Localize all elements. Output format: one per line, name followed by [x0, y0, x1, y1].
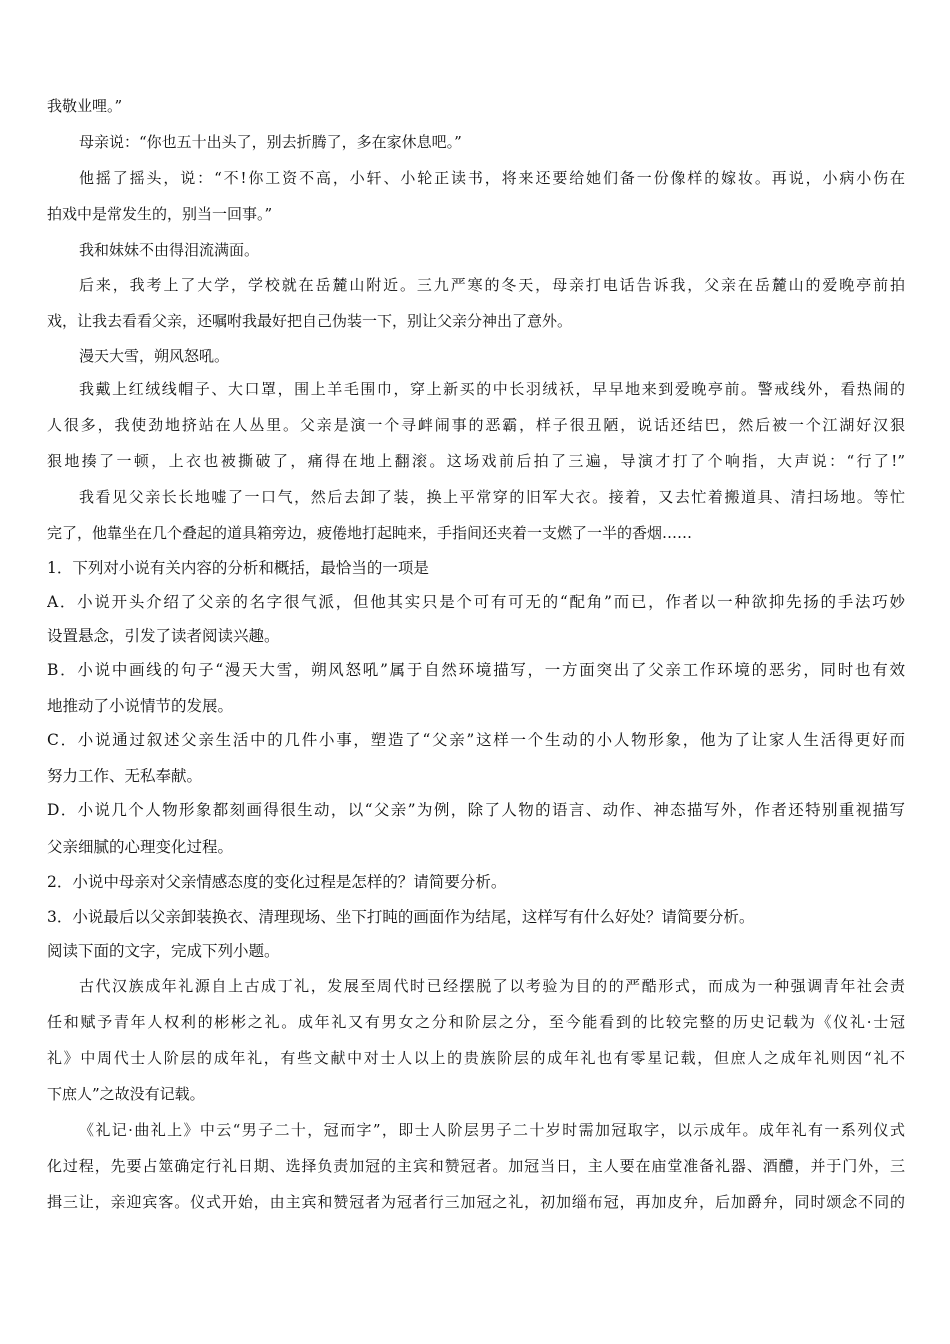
option-a-line-1: A．小说开头介绍了父亲的名字很气派，但他其实只是个可有可无的“配角”而已，作者以一种欲抑先扬的手法巧妙 [47, 593, 905, 611]
option-b-line-1: B．小说中画线的句子“漫天大雪，朔风怒吼”属于自然环境描写，一方面突出了父亲工作环境的恶劣，同时也有效 [47, 661, 905, 679]
story-line: 我戴上红绒线帽子、大口罩，围上羊毛围巾，穿上新买的中长羽绒袄，早早地来到爱晚亭前。警戒线外，看热闹的 [79, 380, 905, 398]
story-line: 我敬业哩。” [47, 97, 123, 115]
story-line: 拍戏中是常发生的，别当一回事。” [47, 205, 273, 223]
story-line: 狠地揍了一顿，上衣也被撕破了，痛得在地上翻滚。这场戏前后拍了三遍，导演才打了个响指，大声说：“行了!” [47, 452, 905, 470]
option-d-line-2: 父亲细腻的心理变化过程。 [47, 838, 234, 856]
option-b-line-2: 地推动了小说情节的发展。 [47, 697, 234, 715]
essay-line: 古代汉族成年礼源自上古成丁礼，发展至周代时已经摆脱了以考验为目的的严酷形式，而成为一种强调青年社会责 [79, 977, 905, 995]
question-1-stem: 1．下列对小说有关内容的分析和概括，最恰当的一项是 [47, 559, 429, 577]
reading-prompt: 阅读下面的文字，完成下列小题。 [47, 942, 280, 960]
story-line: 完了，他靠坐在几个叠起的道具箱旁边，疲倦地打起盹来，手指间还夹着一支燃了一半的香烟…… [47, 524, 693, 542]
essay-line: 化过程，先要占筮确定行礼日期、选择负责加冠的主宾和赞冠者。加冠当日，主人要在庙堂准备礼器、酒醴，并于门外，三 [47, 1157, 905, 1175]
story-line: 戏，让我去看看父亲，还嘱咐我最好把自己伪装一下，别让父亲分神出了意外。 [47, 312, 573, 330]
question-2: 2．小说中母亲对父亲情感态度的变化过程是怎样的？请简要分析。 [47, 873, 507, 891]
story-line: 我看见父亲长长地嘘了一口气，然后去卸了装，换上平常穿的旧军大衣。接着，又去忙着搬道具、清扫场地。等忙 [79, 488, 905, 506]
story-line: 他摇了摇头，说：“不!你工资不高，小轩、小轮正读书，将来还要给她们备一份像样的嫁妆。再说，小病小伤在 [79, 169, 905, 187]
essay-line: 礼》中周代士人阶层的成年礼，有些文献中对士人以上的贵族阶层的成年礼也有零星记载，但庶人之成年礼则因“礼不 [47, 1049, 905, 1067]
option-d-line-1: D．小说几个人物形象都刻画得很生动，以“父亲”为例，除了人物的语言、动作、神态描写外，作者还特别重视描写 [47, 801, 905, 819]
story-line: 人很多，我使劲地挤站在人丛里。父亲是演一个寻衅闹事的恶霸，样子很丑陋，说话还结巴，然后被一个江湖好汉狠 [47, 416, 905, 434]
essay-line: 任和赋予青年人权利的彬彬之礼。成年礼又有男女之分和阶层之分，至今能看到的比较完整的历史记载为《仪礼·士冠 [47, 1013, 905, 1031]
option-c-line-1: C．小说通过叙述父亲生活中的几件小事，塑造了“父亲”这样一个生动的小人物形象，他为了让家人生活得更好而 [47, 731, 905, 749]
story-line: 后来，我考上了大学，学校就在岳麓山附近。三九严寒的冬天，母亲打电话告诉我，父亲在岳麓山的爱晚亭前拍 [79, 276, 905, 294]
story-line: 母亲说：“你也五十出头了，别去折腾了，多在家休息吧。” [79, 133, 462, 151]
essay-line: 揖三让，亲迎宾客。仪式开始，由主宾和赞冠者为冠者行三加冠之礼，初加缁布冠，再加皮弁，后加爵弁，同时颂念不同的 [47, 1193, 905, 1211]
option-c-line-2: 努力工作、无私奉献。 [47, 767, 203, 785]
essay-line: 《礼记·曲礼上》中云“男子二十，冠而字”，即士人阶层男子二十岁时需加冠取字，以示成年。成年礼有一系列仪式 [79, 1121, 905, 1139]
story-line: 漫天大雪，朔风怒吼。 [79, 347, 230, 365]
story-line: 我和妹妹不由得泪流满面。 [79, 241, 260, 259]
question-3: 3．小说最后以父亲卸装换衣、清理现场、坐下打盹的画面作为结尾，这样写有什么好处？请简要分析。 [47, 908, 755, 926]
essay-line: 下庶人”之故没有记载。 [47, 1085, 205, 1103]
option-a-line-2: 设置悬念，引发了读者阅读兴趣。 [47, 627, 280, 645]
